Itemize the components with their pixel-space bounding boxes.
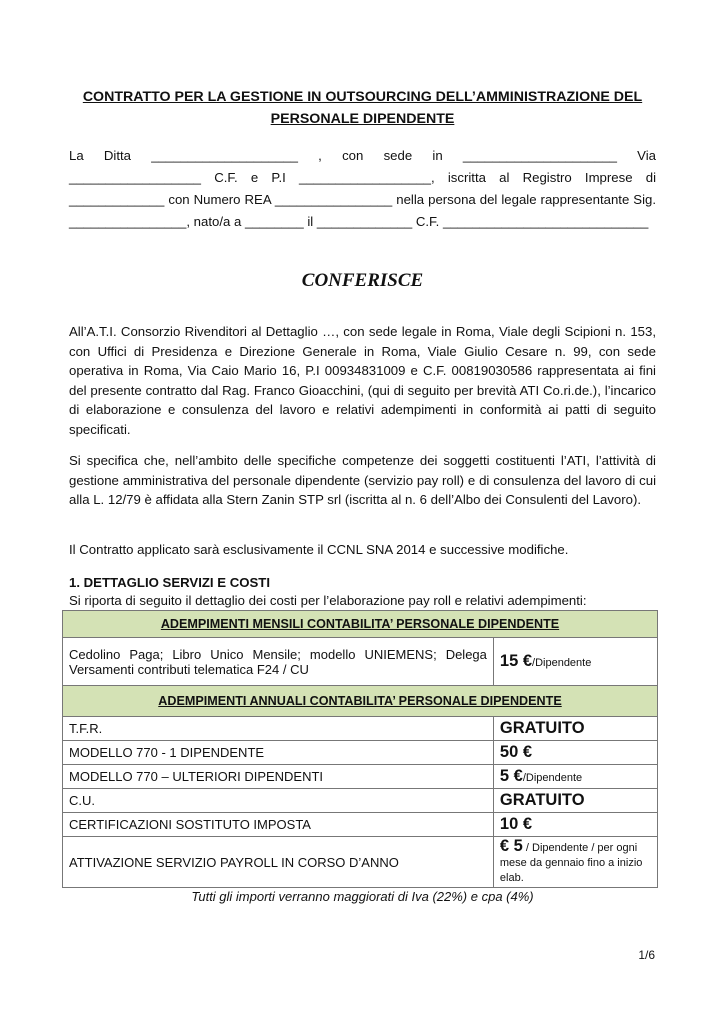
table-row xyxy=(63,611,658,638)
annual-header: ADEMPIMENTI ANNUALI CONTABILITA’ PERSONALE DIPENDENTE xyxy=(63,686,658,717)
row-price: 50 € xyxy=(499,743,533,761)
paragraph-ati: All’A.T.I. Consorzio Rivenditori al Dettaglio …, con sede legale in Roma, Viale degli Scipioni n. 153, con Uffici di Presidenza e Direzione Generale in Roma, Viale Giulio Cesare n. 99, con sede operativa in Roma, Via Caio Mario 16, P.I 00934831009 e C.F. 00819030586 rappresentata ai fini del presente contratto dal Rag. Franco Gioacchini, (qui di seguito per brevità ATI Co.ri.de.), l’incarico di elaborazione e consulenza del lavoro e relativi adempimenti in conformità ai patti di seguito specificati. xyxy=(69,324,656,437)
monthly-price-cell xyxy=(493,638,657,686)
table-row xyxy=(63,813,658,837)
parties-block: La Ditta ____________________ , con sede in _____________________ Via __________________ C.F. e P.I __________________, iscritta al Registro Imprese di _____________ con Numero REA ________________ nella persona del legale rappresentante Sig. ________________, nato/a a ________ il _____________ C.F. ____________________________ xyxy=(69,148,656,229)
monthly-header: ADEMPIMENTI MENSILI CONTABILITA’ PERSONALE DIPENDENTE xyxy=(63,611,658,638)
document-title: CONTRATTO PER LA GESTIONE IN OUTSOURCING DELL’AMMINISTRAZIONE DEL PERSONALE DIPENDENTE xyxy=(82,89,643,127)
row-price-cell xyxy=(493,741,657,765)
row-price: 5 € xyxy=(499,767,523,785)
conferisce-heading: CONFERISCE xyxy=(301,270,424,291)
table-row xyxy=(63,837,658,888)
row-price-cell xyxy=(493,765,657,789)
table-row xyxy=(63,741,658,765)
row-price: GRATUITO xyxy=(499,719,585,737)
row-desc: C.U. xyxy=(63,789,494,813)
row-price: 10 € xyxy=(499,815,533,833)
row-desc: T.F.R. xyxy=(63,717,494,741)
costs-table xyxy=(62,610,658,888)
section-heading: 1. DETTAGLIO SERVIZI E COSTI xyxy=(69,575,271,590)
table-row xyxy=(63,765,658,789)
table-row xyxy=(63,638,658,686)
row-price-cell xyxy=(493,813,657,837)
row-price-cell xyxy=(493,837,657,888)
page-number: 1/6 xyxy=(638,948,655,962)
row-desc: MODELLO 770 - 1 DIPENDENTE xyxy=(63,741,494,765)
row-unit: /Dipendente xyxy=(522,772,583,784)
paragraph-specifica: Si specifica che, nell’ambito delle specifiche competenze dei soggetti costituenti l’ATI, l’attività di gestione amministrativa del personale dipendente (servizio pay roll) e di consulenza del lavoro di cui alla L. 12/79 è affidata alla Stern Zanin STP srl (iscritta al n. 6 dell’Albo dei Consulenti del Lavoro). xyxy=(69,453,656,507)
section-intro: Si riporta di seguito il dettaglio dei costi per l’elaborazione pay roll e relativi adempimenti: xyxy=(69,593,587,608)
monthly-unit: /Dipendente xyxy=(532,657,592,669)
table-row xyxy=(63,686,658,717)
table-row xyxy=(63,717,658,741)
row-price: GRATUITO xyxy=(499,791,585,809)
paragraph-contratto: Il Contratto applicato sarà esclusivamente il CCNL SNA 2014 e successive modifiche. xyxy=(69,542,569,557)
vat-note: Tutti gli importi verranno maggiorati di Iva (22%) e cpa (4%) xyxy=(191,889,534,904)
monthly-desc: Cedolino Paga; Libro Unico Mensile; modello UNIEMENS; Delega Versamenti contributi telematica F24 / CU xyxy=(63,638,494,686)
row-unit: / Dipendente / per ogni mese da gennaio fino a inizio elab. xyxy=(499,842,643,884)
row-desc: CERTIFICAZIONI SOSTITUTO IMPOSTA xyxy=(63,813,494,837)
row-price-cell xyxy=(493,789,657,813)
monthly-price: 15 € xyxy=(499,652,533,670)
section-services-costs xyxy=(69,574,587,610)
row-desc: ATTIVAZIONE SERVIZIO PAYROLL IN CORSO D’ANNO xyxy=(63,837,494,888)
row-price: € 5 xyxy=(499,837,523,855)
row-price-cell xyxy=(493,717,657,741)
table-row xyxy=(63,789,658,813)
row-desc: MODELLO 770 – ULTERIORI DIPENDENTI xyxy=(63,765,494,789)
